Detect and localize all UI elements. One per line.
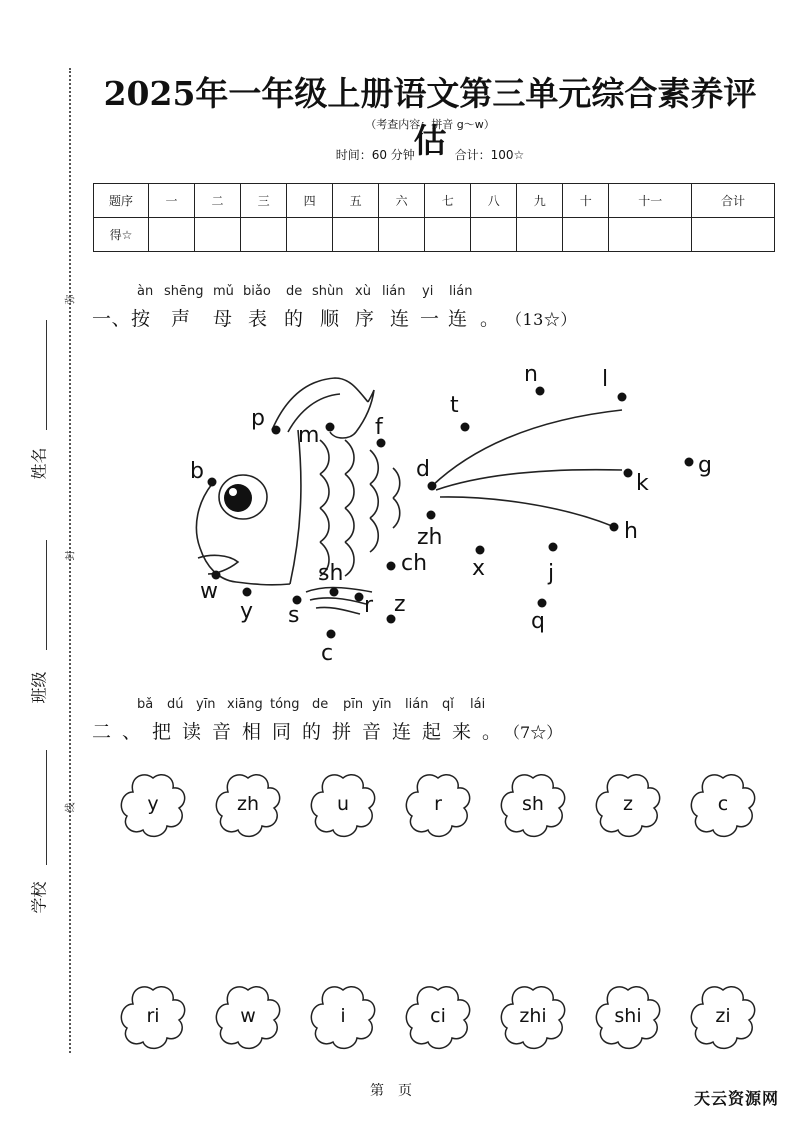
dot-g[interactable] bbox=[685, 458, 694, 467]
letter-g: g bbox=[698, 453, 712, 478]
flower-bottom-label: zi bbox=[715, 1005, 731, 1027]
header-cell: 七 bbox=[425, 184, 471, 218]
pinyin: shùn bbox=[312, 284, 344, 299]
flower-bottom-label: ci bbox=[430, 1005, 446, 1027]
header-cell: 十 bbox=[563, 184, 609, 218]
pelvic-fin bbox=[306, 588, 372, 615]
dot-l[interactable] bbox=[618, 393, 627, 402]
q1-char: 连 bbox=[448, 308, 468, 330]
row-label: 得☆ bbox=[94, 218, 149, 252]
letter-ch: ch bbox=[401, 551, 428, 576]
time-info: 时间：60 分钟 bbox=[335, 148, 415, 162]
header-cell: 三 bbox=[241, 184, 287, 218]
header-cell: 五 bbox=[333, 184, 379, 218]
flower-bottom-label: zhi bbox=[519, 1005, 547, 1027]
fish-eye bbox=[219, 475, 267, 519]
letter-j: j bbox=[548, 561, 555, 586]
q1-score: （13☆） bbox=[506, 310, 577, 329]
letter-b: b bbox=[190, 459, 204, 484]
q2-score: （7☆） bbox=[512, 723, 563, 742]
pinyin: àn bbox=[137, 284, 154, 299]
pinyin: xiāng bbox=[227, 697, 263, 712]
pinyin: yi bbox=[422, 284, 434, 299]
flower-bottom-label: ri bbox=[146, 1005, 160, 1027]
pinyin: lián bbox=[382, 284, 406, 299]
page-title: 2025年一年级上册语文第三单元综合素养评估 bbox=[103, 74, 757, 160]
letter-m: m bbox=[298, 423, 320, 448]
q2-heading bbox=[92, 717, 562, 744]
tail-strand-middle bbox=[436, 470, 622, 490]
seal-mark-feng: 封 bbox=[65, 550, 77, 561]
flower-top-label: u bbox=[336, 793, 350, 815]
q1-char: 连 bbox=[390, 308, 410, 330]
header-cell: 八 bbox=[471, 184, 517, 218]
letter-r: r bbox=[364, 593, 374, 618]
dot-ch[interactable] bbox=[387, 562, 396, 571]
q1-char: 一、按 bbox=[92, 308, 151, 330]
letter-dots bbox=[208, 387, 694, 639]
letter-p: p bbox=[251, 406, 265, 431]
dot-h[interactable] bbox=[610, 523, 619, 532]
header-cell: 题序 bbox=[94, 184, 149, 218]
tail-strand-top bbox=[432, 410, 622, 486]
site-watermark: 天云资源网 bbox=[694, 1089, 780, 1108]
header-cell: 二 bbox=[195, 184, 241, 218]
header-cell: 四 bbox=[287, 184, 333, 218]
pinyin: biǎo bbox=[243, 284, 271, 299]
header-cell: 九 bbox=[517, 184, 563, 218]
letter-c: c bbox=[321, 641, 334, 666]
dot-c[interactable] bbox=[327, 630, 336, 639]
flower-top-label: c bbox=[717, 793, 729, 815]
letter-f: f bbox=[375, 415, 383, 440]
flower-top-label: y bbox=[147, 793, 159, 815]
flower-top-label: zh bbox=[236, 793, 260, 815]
letter-q: q bbox=[531, 609, 545, 634]
subtitle: （考查内容：拼音 g～w） bbox=[365, 118, 495, 131]
q1-char: 的 bbox=[284, 308, 304, 330]
dot-t[interactable] bbox=[461, 423, 470, 432]
pinyin: xù bbox=[355, 284, 371, 299]
scales-column-3 bbox=[370, 450, 378, 552]
dot-sh[interactable] bbox=[330, 588, 339, 597]
letter-d: d bbox=[416, 457, 430, 482]
q1-char: 序 bbox=[355, 308, 375, 330]
letter-s: s bbox=[288, 603, 300, 628]
letter-z: z bbox=[394, 592, 406, 617]
dorsal-fin-front bbox=[272, 378, 368, 430]
pinyin: mǔ bbox=[213, 284, 234, 299]
flower-top-label: r bbox=[434, 793, 442, 815]
q1-char: 声 bbox=[171, 308, 191, 330]
pinyin: pīn bbox=[343, 697, 364, 712]
q1-char: 表 bbox=[248, 308, 268, 330]
scales-column-4 bbox=[393, 468, 400, 528]
letter-zh: zh bbox=[417, 525, 443, 550]
dot-x[interactable] bbox=[476, 546, 485, 555]
header-cell: 合计 bbox=[692, 184, 775, 218]
flower-bottom-label: shi bbox=[614, 1005, 642, 1027]
dot-r[interactable] bbox=[355, 593, 364, 602]
pinyin: lián bbox=[405, 697, 429, 712]
dorsal-fin-back bbox=[330, 390, 374, 438]
dot-zh[interactable] bbox=[427, 511, 436, 520]
page-footer: 第 页 bbox=[370, 1083, 412, 1099]
dot-b[interactable] bbox=[208, 478, 217, 487]
pinyin: lái bbox=[470, 697, 486, 712]
gill-line bbox=[290, 430, 301, 584]
letter-t: t bbox=[450, 393, 459, 418]
header-cell: 六 bbox=[379, 184, 425, 218]
dot-n[interactable] bbox=[536, 387, 545, 396]
total-info: 合计：100☆ bbox=[454, 148, 525, 162]
header-cell: 一 bbox=[149, 184, 195, 218]
name-label: 姓名 bbox=[29, 447, 49, 480]
pinyin: qǐ bbox=[442, 697, 454, 712]
pinyin: yīn bbox=[372, 697, 392, 712]
q1-char: 母 bbox=[213, 308, 233, 330]
flower-bottom-label: w bbox=[240, 1005, 256, 1027]
letter-n: n bbox=[524, 362, 538, 387]
letter-labels bbox=[190, 362, 712, 666]
dot-m[interactable] bbox=[326, 423, 335, 432]
dot-p[interactable] bbox=[272, 426, 281, 435]
pinyin: tóng bbox=[270, 697, 300, 712]
pinyin: bǎ bbox=[137, 697, 154, 712]
dot-y[interactable] bbox=[243, 588, 252, 597]
letter-h: h bbox=[624, 519, 638, 544]
flower-top-label: sh bbox=[522, 793, 544, 815]
q1-char: 一 bbox=[420, 308, 440, 330]
letter-w: w bbox=[200, 579, 218, 604]
header-cell: 十一 bbox=[609, 184, 692, 218]
pinyin: de bbox=[286, 284, 303, 299]
dot-k[interactable] bbox=[624, 469, 633, 478]
letter-k: k bbox=[636, 471, 649, 496]
pinyin: yīn bbox=[196, 697, 216, 712]
dot-j[interactable] bbox=[549, 543, 558, 552]
pinyin: de bbox=[312, 697, 329, 712]
dot-q[interactable] bbox=[538, 599, 547, 608]
dot-d[interactable] bbox=[428, 482, 437, 491]
flower-top-label: z bbox=[623, 793, 633, 815]
flower-bottom-label: i bbox=[340, 1005, 346, 1027]
seal-mark-mi: 弥 bbox=[65, 294, 77, 305]
school-label: 学校 bbox=[29, 881, 49, 914]
scales-column-1 bbox=[320, 440, 329, 576]
pinyin: lián bbox=[449, 284, 473, 299]
scales-column-2 bbox=[345, 440, 354, 576]
q1-char: 顺 bbox=[320, 308, 340, 330]
q1-char: 。 bbox=[480, 308, 500, 330]
pinyin: dú bbox=[167, 697, 184, 712]
tail-strand-bottom bbox=[440, 497, 612, 526]
letter-sh: sh bbox=[318, 561, 344, 586]
seal-mark-xian: 线 bbox=[65, 802, 77, 813]
letter-l: l bbox=[602, 367, 609, 392]
q2-text: 二、把读音相同的拼音连起来。 bbox=[92, 721, 513, 743]
letter-y: y bbox=[240, 599, 254, 624]
class-label: 班级 bbox=[29, 671, 49, 704]
pinyin: shēng bbox=[164, 284, 204, 299]
letter-x: x bbox=[472, 556, 486, 581]
